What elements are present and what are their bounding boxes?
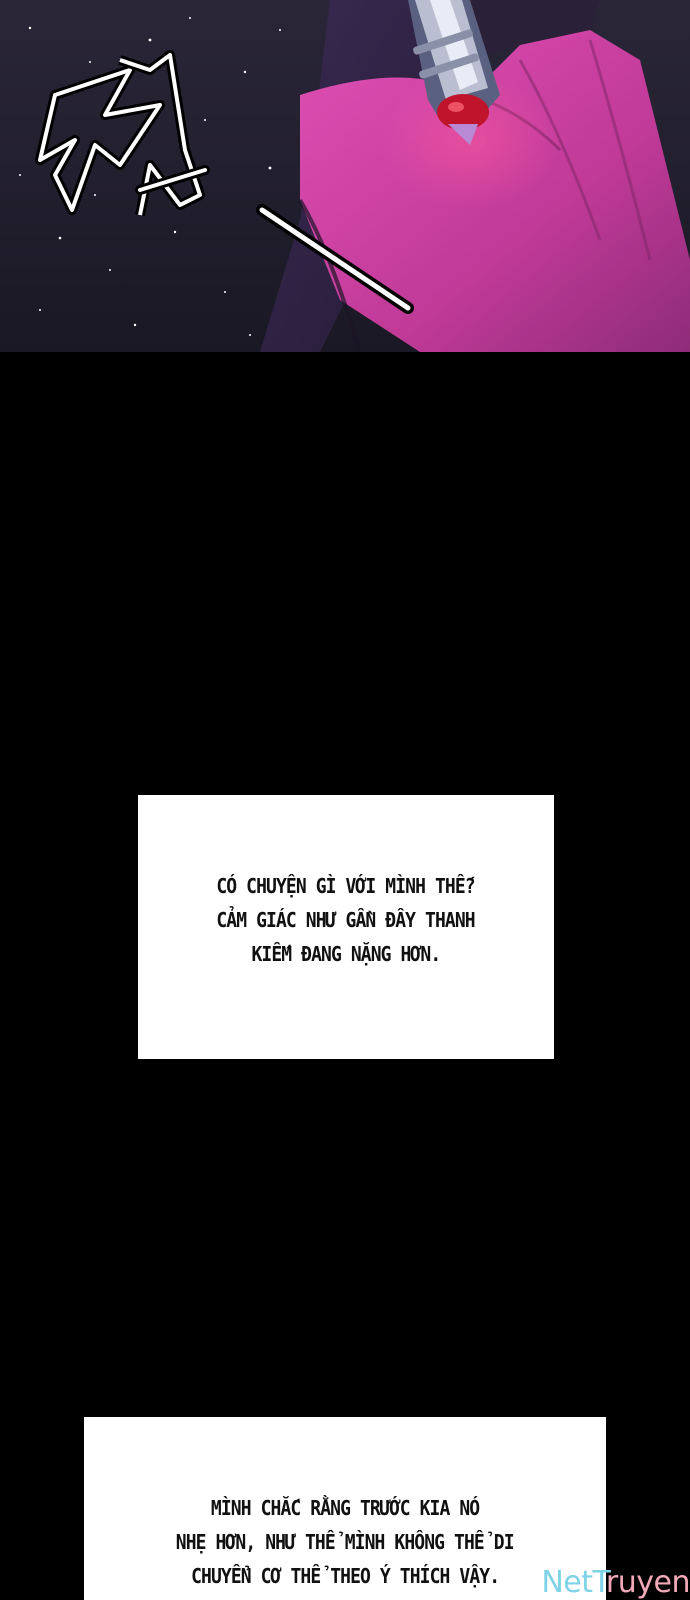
narration-line: CHUYỂN CƠ THỂ THEO Ý THÍCH VẬY. (190, 1564, 500, 1588)
panel-illustration (0, 0, 690, 352)
narration-box-2 (84, 1417, 606, 1600)
narration-line: NHẸ HƠN, NHƯ THỂ MÌNH KHÔNG THỂ DI (176, 1530, 514, 1554)
narration-line: MÌNH CHẮC RẰNG TRƯỚC KIA NÓ (210, 1496, 480, 1520)
narration-line: CÓ CHUYỆN GÌ VỚI MÌNH THẾ? (216, 874, 476, 898)
narration-line: CẢM GIÁC NHƯ GẦN ĐÂY THANH (216, 908, 476, 932)
narration-line: KIẾM ĐANG NẶNG HƠN. (251, 942, 441, 966)
comic-panel-sword-scene (0, 0, 690, 352)
site-watermark (541, 1566, 690, 1600)
watermark-part-b: ruyen (605, 1565, 690, 1600)
watermark-part-a: NetT (541, 1565, 606, 1600)
narration-box-1 (138, 795, 554, 1059)
